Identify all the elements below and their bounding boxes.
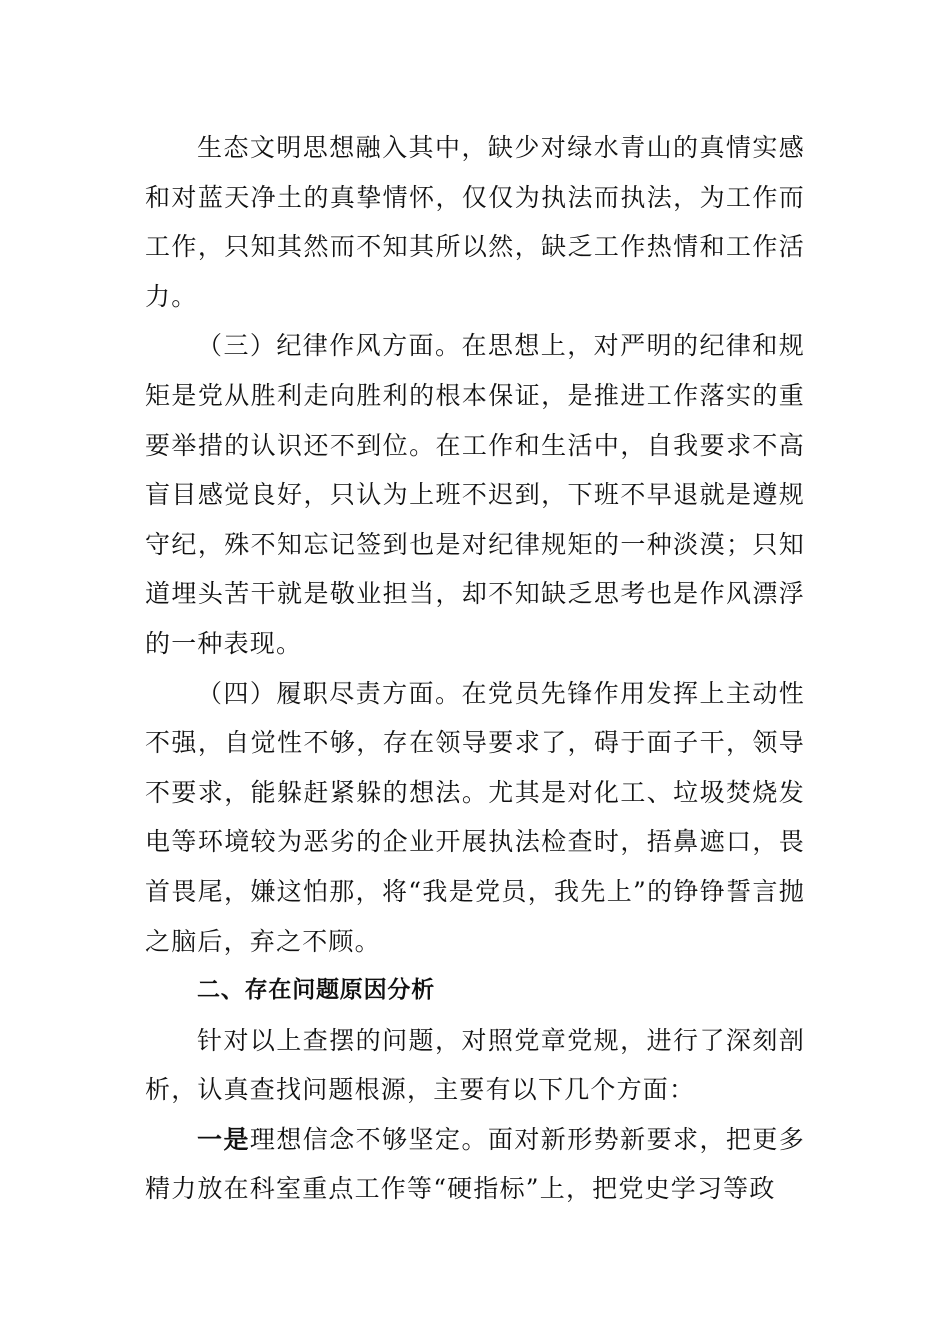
paragraph-ecology: 生态文明思想融入其中，缺少对绿水青山的真情实感和对蓝天净土的真挚情怀，仅仅为执法而执法，为工作而工作，只知其然而不知其所以然，缺乏工作热情和工作活力。 <box>145 133 805 311</box>
paragraph-analysis-intro: 针对以上查摆的问题，对照党章党规，进行了深刻剖析，认真查找问题根源，主要有以下几个方面： <box>145 1025 805 1105</box>
document-body <box>145 123 805 1214</box>
section-heading-cause-analysis: 二、存在问题原因分析 <box>197 977 435 1004</box>
paragraph-discipline: （三）纪律作风方面。在思想上，对严明的纪律和规矩是党从胜利走向胜利的根本保证，是推进工作落实的重要举措的认识还不到位。在工作和生活中，自我要求不高盲目感觉良好，只认为上班不迟到，下班不早退就是遵规守纪，殊不知忘记签到也是对纪律规矩的一种淡漠；只知道埋头苦干就是敬业担当，却不知缺乏思考也是作风漂浮的一种表现。 <box>145 331 805 658</box>
paragraph-duty: （四）履职尽责方面。在党员先锋作用发挥上主动性不强，自觉性不够，存在领导要求了，碍于面子干，领导不要求，能躲赶紧躲的想法。尤其是对化工、垃圾焚烧发电等环境较为恶劣的企业开展执法检查时，捂鼻遮口，畏首畏尾，嫌这怕那，将“我是党员，我先上”的铮铮誓言抛之脑后，弃之不顾。 <box>145 678 805 956</box>
paragraph-lead-label: 一是 <box>197 1124 250 1154</box>
paragraph-ideals-text: 理想信念不够坚定。面对新形势新要求，把更多精力放在科室重点工作等“硬指标”上，把党史学习等政 <box>145 1124 805 1204</box>
paragraph-ideals <box>145 1115 805 1214</box>
